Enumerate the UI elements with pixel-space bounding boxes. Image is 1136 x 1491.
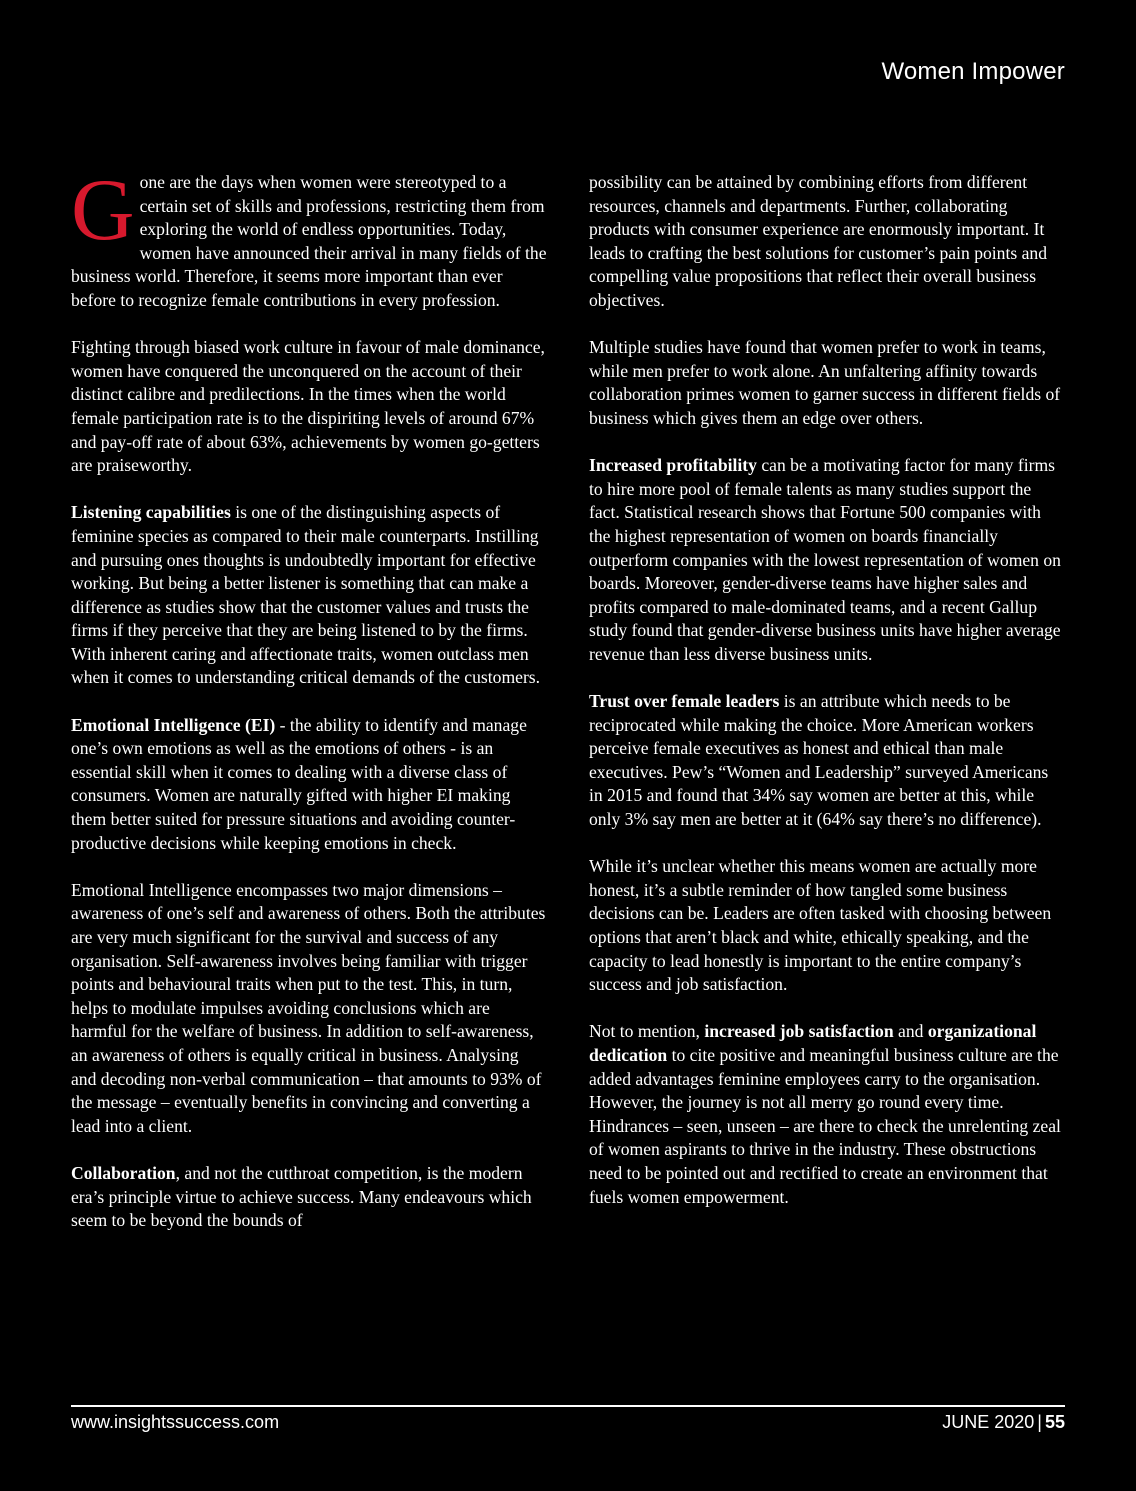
heading-profitability: Increased profitability bbox=[589, 455, 757, 476]
paragraph-honesty: While it’s unclear whether this means women are actually more honest, it’s a subtle reminder of how tangled some business decisions can be. Leaders are often tasked with choosing between options that aren’t black and white, ethically speaking, and the capacity to lead honestly is important to the entire company’s success and job satisfaction. bbox=[589, 856, 1052, 995]
paragraph-collaboration-cont: possibility can be attained by combining efforts from different resources, channels and departments. Further, collaborating products with consumer experience are enormously important. It leads to crafting the best solutions for customer’s pain points and compelling value propositions that reflect their overall business objectives. bbox=[589, 172, 1048, 310]
text-satisfaction-b: and bbox=[893, 1021, 928, 1042]
intro-paragraph bbox=[71, 162, 547, 313]
text-trust: is an attribute which needs to be reciprocated while making the choice. More American workers perceive female executives as honest and ethical than male executives. Pew’s “Women and Leadership” surveyed Americans in 2015 and found that 34% say women are better at this, while only 3% say men are better at it (64% say there’s no difference). bbox=[589, 691, 1049, 830]
issue-date: JUNE 2020 bbox=[942, 1412, 1035, 1432]
intro-text: one are the days when women were stereotyped to a certain set of skills and professions, restricting them from exploring the world of endless opportunities. Today, women have announced their arrival in many fields of the business world. Therefore, it seems more important than ever before to recognize female contributions in every profession. bbox=[71, 172, 547, 310]
footer-separator: | bbox=[1037, 1412, 1042, 1432]
paragraph-profitability bbox=[589, 454, 1065, 666]
page-number: 55 bbox=[1044, 1412, 1065, 1432]
text-satisfaction-c: to cite positive and meaningful business culture are the added advantages feminine employees carry to the organisation. bbox=[589, 1044, 1059, 1089]
paragraph-satisfaction bbox=[589, 1020, 1065, 1091]
left-column bbox=[71, 162, 547, 1233]
footer-website[interactable]: www.insightssuccess.com bbox=[71, 1412, 280, 1432]
text-satisfaction-a: Not to mention, bbox=[589, 1021, 705, 1042]
paragraph-collaboration bbox=[71, 1162, 547, 1233]
footer-issue bbox=[942, 1412, 1065, 1433]
paragraph-ei bbox=[71, 714, 547, 856]
heading-dedication: organizational dedication bbox=[589, 1021, 1037, 1065]
paragraph-teams: Multiple studies have found that women prefer to work in teams, while men prefer to work alone. An unfaltering affinity towards collaboration primes women to garner success in different fields of business which gives them an edge over others. bbox=[589, 337, 1061, 428]
heading-trust: Trust over female leaders bbox=[589, 691, 780, 712]
heading-job-satisfaction: increased job satisfaction bbox=[704, 1021, 894, 1042]
paragraph-ei-dimensions: Emotional Intelligence encompasses two major dimensions – awareness of one’s self and awareness of others. Both the attributes are very much significant for the survival and success of any organisation. Self-awareness involves being familiar with trigger points and behavioural traits when put to the test. This, in turn, helps to modulate impulses avoiding conclusions which are harmful for the welfare of business. In addition to self-awareness, an awareness of others is equally critical in business. Analysing and decoding non-verbal communication – that amounts to 93% of the message – eventually benefits in convincing and converting a lead into a client. bbox=[71, 879, 546, 1136]
heading-collaboration: Collaboration bbox=[71, 1162, 176, 1183]
paragraph-trust bbox=[589, 690, 1065, 832]
text-ei: - the ability to identify and manage one’s own emotions as well as the emotions of others - is an essential skill when it comes to dealing with a diverse class of consumers. Women are naturally gifted with higher EI making them better suited for pressure situations and avoiding counter-productive decisions while keeping emotions in check. bbox=[71, 714, 527, 853]
paragraph-journey: However, the journey is not all merry go round every time. Hindrances – seen, unseen – are there to check the unrelenting zeal of women aspirants to thrive in the industry. These obstructions need to be pointed out and rectified to create an environment that fuels women empowerment. bbox=[589, 1092, 1061, 1207]
text-listening: is one of the distinguishing aspects of feminine species as compared to their male counterparts. Instilling and pursuing ones thoughts is undoubtedly important for effective working. But being a better listener is something that can make a difference as studies show that the customer values and trusts the firms if they perceive that they are being listened to by the firms. With inherent caring and affectionate traits, women outclass men when it comes to understanding critical demands of the customers. bbox=[71, 502, 541, 688]
heading-ei: Emotional Intelligence (EI) bbox=[71, 714, 276, 735]
paragraph-listening bbox=[71, 501, 547, 690]
right-column bbox=[589, 171, 1065, 1209]
text-profitability: can be a motivating factor for many firms to hire more pool of female talents as many studies support the fact. Statistical research shows that Fortune 500 companies with the highest representation of women on boards financially outperform companies with the lowest representation of women on boards. Moreover, gender-diverse teams have higher sales and profits compared to male-dominated teams, and a recent Gallup study found that gender-diverse business units have higher average revenue than less diverse business units. bbox=[589, 455, 1061, 664]
paragraph-culture: Fighting through biased work culture in favour of male dominance, women have conquered the unconquered on the account of their distinct calibre and predilections. In the times when the world female participation rate is to the dispiriting levels of around 67% and pay-off rate of about 63%, achievements by women go-getters are praiseworthy. bbox=[71, 337, 545, 476]
heading-listening: Listening capabilities bbox=[71, 502, 231, 523]
section-title: Women Impower bbox=[881, 58, 1065, 85]
footer-divider bbox=[71, 1405, 1065, 1407]
drop-cap: G bbox=[71, 162, 135, 259]
text-collaboration: , and not the cutthroat competition, is the modern era’s principle virtue to achieve success. Many endeavours which seem to be beyond the bounds of bbox=[71, 1162, 532, 1231]
